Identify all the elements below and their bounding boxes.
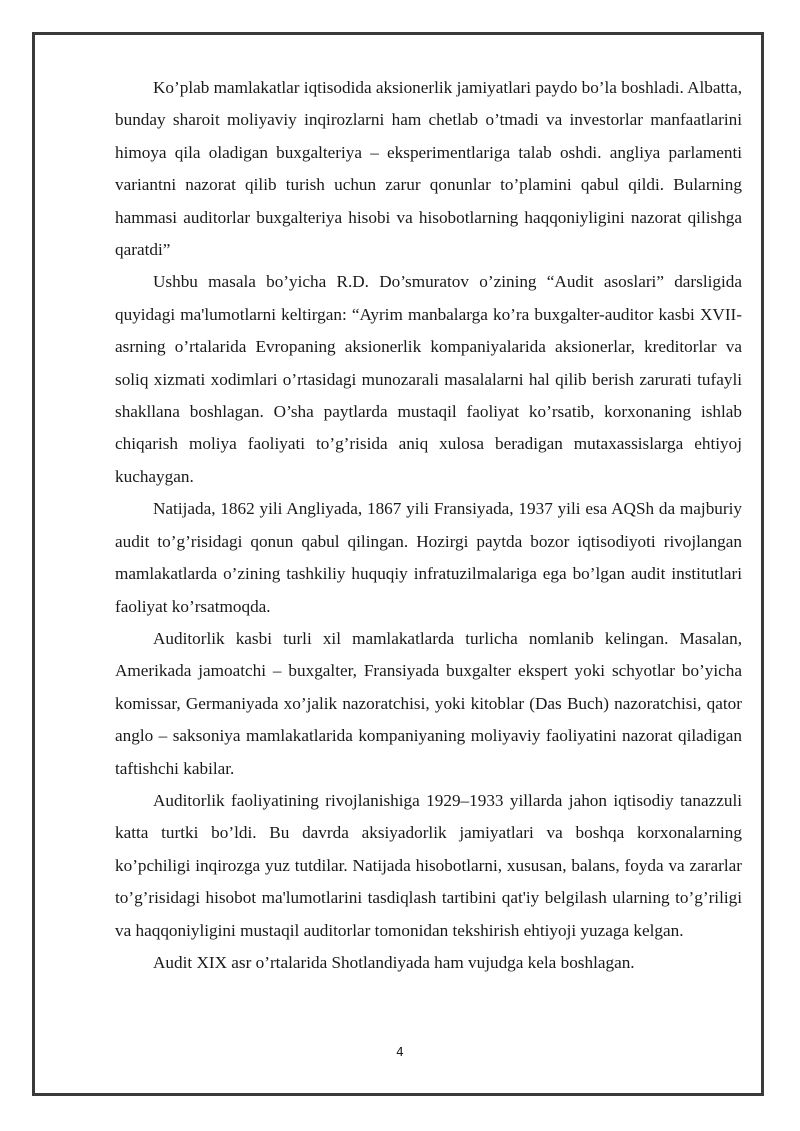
document-body (115, 72, 742, 979)
paragraph-4: Auditorlik kasbi turli xil mamlakatlarda turlicha nomlanib kelingan. Masalan, Amerikada jamoatchi – buxgalter, Fransiyada buxgalter ekspert yoki schyotlar bo’yicha komissar, Germaniyada xo’jalik nazoratchisi, yoki kitoblar (Das Buch) nazoratchisi, qator anglo – saksoniya mamlakatlarida kompaniyaning moliyaviy faoliyatini nazorat qiladigan taftishchi kabilar. (115, 628, 742, 778)
paragraph-1: Ko’plab mamlakatlar iqtisodida aksionerlik jamiyatlari paydo bo’la boshladi. Albatta, bunday sharoit moliyaviy inqirozlarni ham chetlab o’tmadi va investorlar manfaatlarini himoya qila oladigan buxgalteriya – eksperimentlariga talab oshdi. angliya parlamenti variantni nazorat qilib turish uchun zarur qonunlar to’plamini qabul qildi. Bularning hammasi auditorlar buxgalteriya hisobi va hisobotlarning haqqoniyligini nazorat qilishga qaratdi” (115, 78, 742, 260)
paragraph-6: Audit XIX asr o’rtalarida Shotlandiyada ham vujudga kela boshlagan. (153, 952, 635, 972)
paragraph-5: Auditorlik faoliyatining rivojlanishiga 1929–1933 yillarda jahon iqtisodiy tanazzuli katta turtki bo’ldi. Bu davrda aksiyadorlik jamiyatlari va boshqa korxonalarning ko’pchiligi inqirozga yuz tutdilar. Natijada hisobotlarni, xususan, balans, foyda va zararlar to’g’risidagi hisobot ma'lumotlarini tasdiqlash tartibini qat'iy belgilash ularning to’g’riligi va haqqoniyligini mustaqil auditorlar tomonidan tekshirish ehtiyoji yuzaga kelgan. (115, 790, 742, 940)
paragraph-2: Ushbu masala bo’yicha R.D. Do’smuratov o’zining “Audit asoslari” darsligida quyidagi ma'lumotlarni keltirgan: “Ayrim manbalarga ko’ra buxgalter-auditor kasbi XVII-asrning o’rtalarida Evropaning aksionerlik kompaniyalarida aksionerlar, kreditorlar va soliq xizmati xodimlari o’rtasidagi munozarali masalalarni hal qilib berish zarurati tufayli shakllana boshlagan. O’sha paytlarda mustaqil faoliyat ko’rsatib, korxonaning ishlab chiqarish moliya faoliyati to’g’risida aniq xulosa beradigan mutaxassislarga ehtiyoj kuchaygan. (115, 272, 742, 486)
paragraph-3: Natijada, 1862 yili Angliyada, 1867 yili Fransiyada, 1937 yili esa AQSh da majburiy audit to’g’risidagi qonun qabul qilingan. Hozirgi paytda bozor iqtisodiyoti rivojlangan mamlakatlarda o’zining tashkiliy huquqiy infratuzilmalariga ega bo’lgan audit institutlari faoliyat ko’rsatmoqda. (115, 499, 742, 616)
page-number: 4 (396, 1045, 404, 1059)
